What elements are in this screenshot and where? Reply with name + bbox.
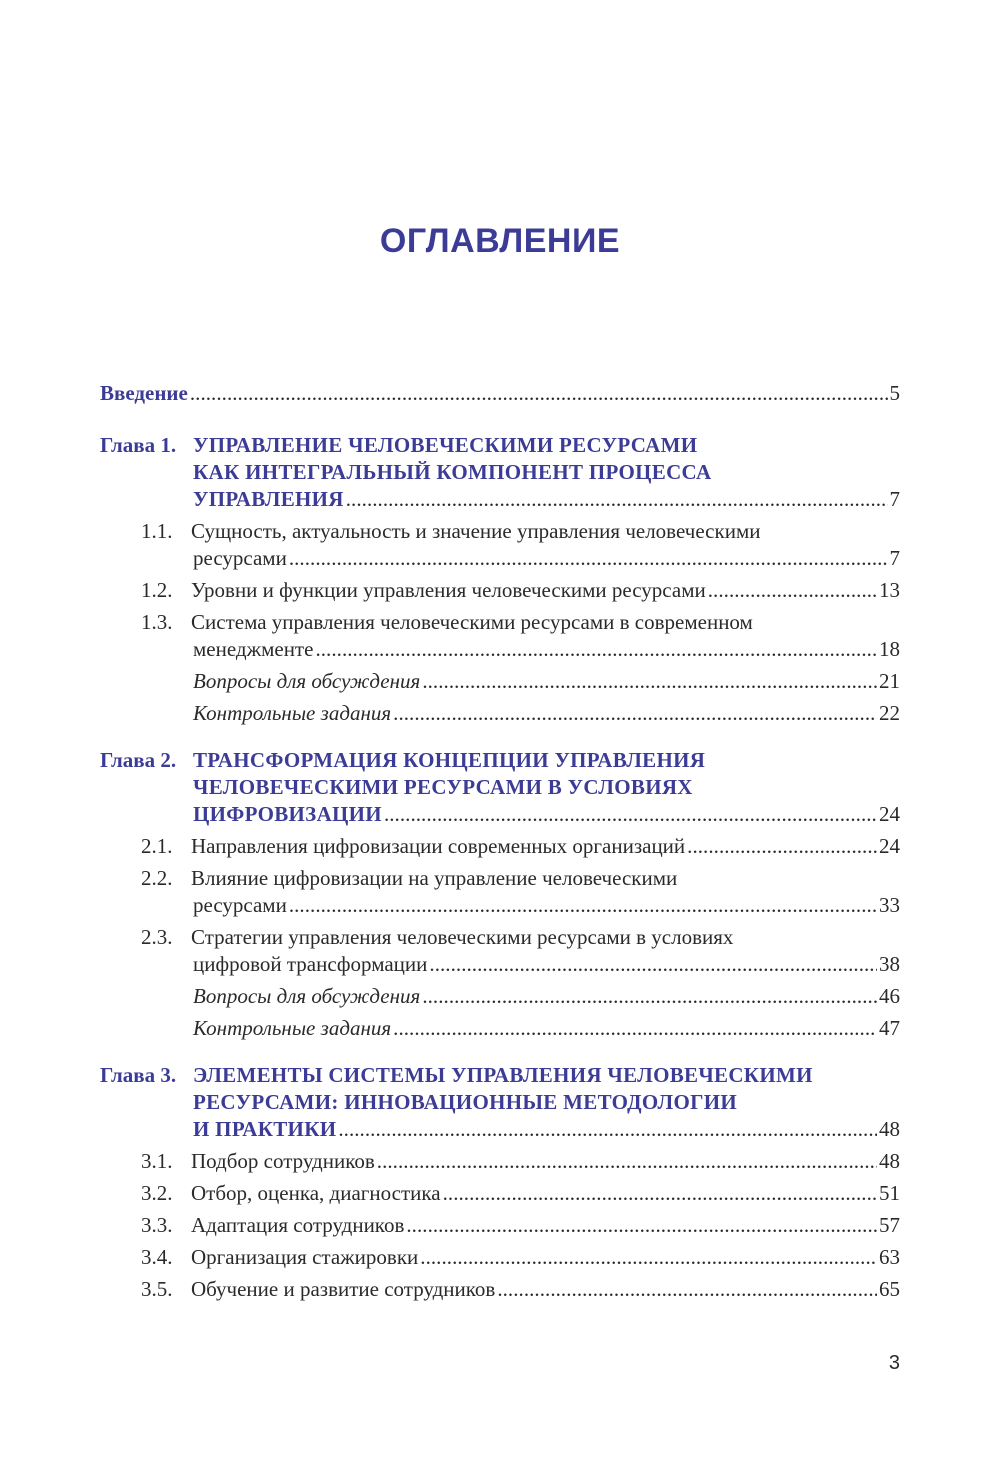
dot-leader — [393, 1015, 877, 1042]
toc-entry-text: РЕСУРСАМИ: ИННОВАЦИОННЫЕ МЕТОДОЛОГИИ — [193, 1090, 738, 1114]
toc-section-entry[interactable] — [100, 1180, 900, 1207]
section-number: 2.2. — [141, 866, 173, 890]
toc-page-number: 18 — [879, 637, 900, 661]
toc-entry-text: Влияние цифровизации на управление человеческими — [191, 866, 678, 890]
dot-leader — [289, 545, 888, 572]
page-title: ОГЛАВЛЕНИЕ — [379, 222, 621, 260]
chapter-2 — [100, 747, 900, 1042]
toc-page-number: 46 — [879, 984, 900, 1008]
chapter-title-line — [100, 459, 900, 486]
dot-leader — [289, 892, 877, 919]
chapter-title-line[interactable] — [100, 486, 900, 513]
chapter-title-line — [100, 774, 900, 801]
section-number: 3.4. — [141, 1245, 173, 1269]
toc-page-number: 48 — [879, 1117, 900, 1141]
section-number: 3.3. — [141, 1213, 173, 1237]
dot-leader — [429, 951, 877, 978]
chapter-title-line[interactable] — [100, 1116, 900, 1143]
toc-page-number: 48 — [879, 1149, 900, 1173]
spacer — [100, 412, 900, 432]
toc-section-entry[interactable] — [100, 1148, 900, 1175]
toc-entry-text: И ПРАКТИКИ — [193, 1117, 337, 1141]
section-number: 2.3. — [141, 925, 173, 949]
toc-page-number: 38 — [879, 952, 900, 976]
toc-section-entry[interactable] — [100, 577, 900, 604]
toc-entry-text: ЦИФРОВИЗАЦИИ — [193, 802, 382, 826]
toc-page-number: 7 — [889, 487, 900, 511]
chapter-title-line — [100, 747, 900, 774]
toc-entry-text: Уровни и функции управления человеческими ресурсами — [191, 578, 706, 602]
toc-entry-text: Контрольные задания — [193, 701, 392, 725]
toc-entry-text: КАК ИНТЕГРАЛЬНЫЙ КОМПОНЕНТ ПРОЦЕССА — [193, 460, 712, 484]
toc-extra-entry[interactable] — [100, 983, 900, 1010]
chapter-title-line — [100, 432, 900, 459]
dot-leader — [497, 1276, 877, 1303]
toc-section-entry[interactable] — [100, 951, 900, 978]
section-number: 3.2. — [141, 1181, 173, 1205]
toc-page-number: 63 — [879, 1245, 900, 1269]
toc-section-entry[interactable] — [100, 833, 900, 860]
toc-entry-text: ТРАНСФОРМАЦИЯ КОНЦЕПЦИИ УПРАВЛЕНИЯ — [193, 748, 706, 772]
toc-entry-text: ресурсами — [193, 893, 287, 917]
toc-page-number: 7 — [889, 546, 900, 570]
toc-page-number: 22 — [879, 701, 900, 725]
section-number: 2.1. — [141, 834, 173, 858]
dot-leader — [687, 833, 877, 860]
chapter-title-line — [100, 1089, 900, 1116]
toc-entry-text: Отбор, оценка, диагностика — [191, 1181, 441, 1205]
toc-entry-text: ЭЛЕМЕНТЫ СИСТЕМЫ УПРАВЛЕНИЯ ЧЕЛОВЕЧЕСКИМИ — [193, 1063, 813, 1087]
section-number: 1.3. — [141, 610, 173, 634]
toc-entry-text: ресурсами — [193, 546, 287, 570]
toc-extra-entry[interactable] — [100, 700, 900, 727]
toc-entry-intro[interactable] — [100, 380, 900, 407]
toc-section-entry[interactable] — [100, 1276, 900, 1303]
toc-section-line — [100, 609, 900, 636]
dot-leader — [315, 636, 877, 663]
toc-entry-text: ЧЕЛОВЕЧЕСКИМИ РЕСУРСАМИ В УСЛОВИЯХ — [193, 775, 693, 799]
toc-entry-text: Стратегии управления человеческими ресурсами в условиях — [191, 925, 734, 949]
dot-leader — [338, 1116, 877, 1143]
page-number: 3 — [888, 1352, 900, 1374]
toc-entry-text: цифровой трансформации — [193, 952, 428, 976]
toc-page-number: 57 — [879, 1213, 900, 1237]
toc-entry-text: Сущность, актуальность и значение управления человеческими — [191, 519, 761, 543]
toc-entry-text: менеджменте — [193, 637, 314, 661]
spacer — [100, 1042, 900, 1062]
toc-entry-text: Контрольные задания — [193, 1016, 392, 1040]
toc-entry-text: УПРАВЛЕНИЯ — [193, 487, 344, 511]
chapter-title-line — [100, 1062, 900, 1089]
dot-leader — [346, 486, 888, 513]
dot-leader — [422, 668, 877, 695]
toc-extra-entry[interactable] — [100, 1015, 900, 1042]
toc-page-number: 21 — [879, 669, 900, 693]
section-number: 3.5. — [141, 1277, 173, 1301]
toc-section-line — [100, 924, 900, 951]
toc-page-number: 65 — [879, 1277, 900, 1301]
toc-entry-text: УПРАВЛЕНИЕ ЧЕЛОВЕЧЕСКИМИ РЕСУРСАМИ — [193, 433, 698, 457]
toc-entry-text: Подбор сотрудников — [191, 1149, 375, 1173]
toc-section-entry[interactable] — [100, 1212, 900, 1239]
dot-leader — [377, 1148, 877, 1175]
section-number: 3.1. — [141, 1149, 173, 1173]
toc-page-number: 24 — [879, 834, 900, 858]
chapter-1 — [100, 432, 900, 727]
chapter-label: Глава 1. — [100, 433, 177, 457]
spacer — [100, 727, 900, 747]
toc-entry-text: Направления цифровизации современных организаций — [191, 834, 686, 858]
dot-leader — [420, 1244, 877, 1271]
dot-leader — [443, 1180, 877, 1207]
toc-page-number: 24 — [879, 802, 900, 826]
dot-leader — [393, 700, 877, 727]
toc-entry-text: Организация стажировки — [191, 1245, 419, 1269]
toc-page-number: 33 — [879, 893, 900, 917]
dot-leader — [384, 801, 877, 828]
chapter-label: Глава 2. — [100, 748, 177, 772]
toc-section-line — [100, 518, 900, 545]
dot-leader — [708, 577, 877, 604]
toc-section-entry[interactable] — [100, 636, 900, 663]
chapter-label: Глава 3. — [100, 1063, 177, 1087]
dot-leader — [406, 1212, 877, 1239]
toc-page-number: 51 — [879, 1181, 900, 1205]
dot-leader — [190, 380, 888, 407]
section-number: 1.2. — [141, 578, 173, 602]
toc-entry-text: Введение — [100, 381, 188, 405]
toc-entry-text: Обучение и развитие сотрудников — [191, 1277, 496, 1301]
toc-page-number: 47 — [879, 1016, 900, 1040]
toc-section-entry[interactable] — [100, 892, 900, 919]
chapter-title-line[interactable] — [100, 801, 900, 828]
toc-section-entry[interactable] — [100, 545, 900, 572]
toc-entry-text: Вопросы для обсуждения — [193, 984, 421, 1008]
toc-page-number: 5 — [889, 381, 900, 405]
toc-section-entry[interactable] — [100, 1244, 900, 1271]
table-of-contents — [100, 380, 900, 1303]
toc-entry-text: Вопросы для обсуждения — [193, 669, 421, 693]
dot-leader — [422, 983, 877, 1010]
toc-page-number: 13 — [879, 578, 900, 602]
toc-entry-text: Система управления человеческими ресурсами в современном — [191, 610, 753, 634]
section-number: 1.1. — [141, 519, 173, 543]
chapter-3 — [100, 1062, 900, 1303]
toc-extra-entry[interactable] — [100, 668, 900, 695]
toc-entry-text: Адаптация сотрудников — [191, 1213, 405, 1237]
toc-section-line — [100, 865, 900, 892]
